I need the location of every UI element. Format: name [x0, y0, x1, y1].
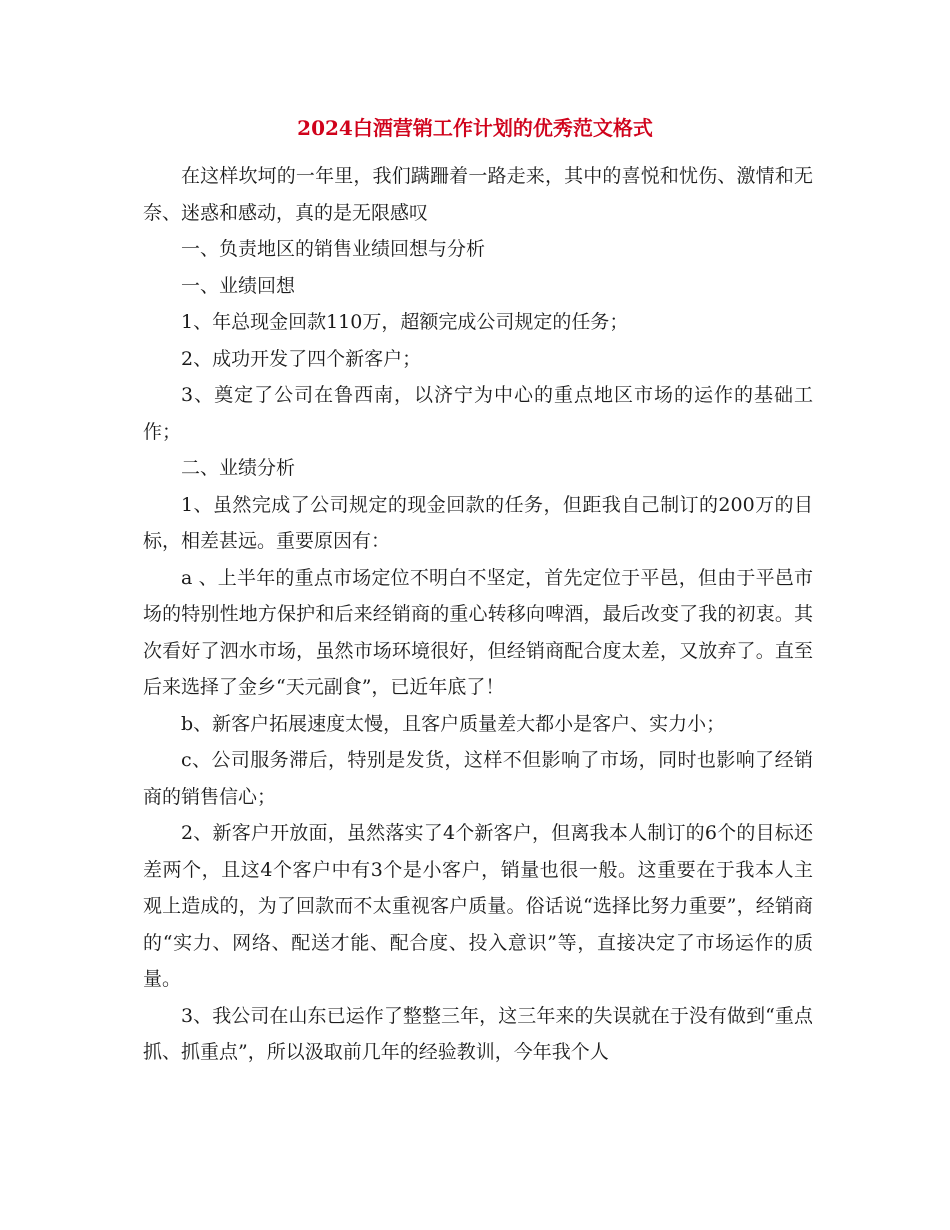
- paragraph: 3、我公司在山东已运作了整整三年，这三年来的失误就在于没有做到“重点抓、抓重点”，所以汲取前几年的经验教训，今年我个人: [143, 1004, 813, 1063]
- paragraph-intro: 在这样坎坷的一年里，我们蹒跚着一路走来，其中的喜悦和忧伤、激情和无奈、迷惑和感动，真的是无限感叹: [143, 165, 813, 224]
- list-item: 2、成功开发了四个新客户；: [181, 347, 422, 370]
- list-item: 1、年总现金回款110万，超额完成公司规定的任务；: [181, 311, 629, 333]
- document-body: [143, 158, 813, 1071]
- paragraph: 1、虽然完成了公司规定的现金回款的任务，但距我自己制订的200万的目标，相差甚远。重要原因有：: [143, 493, 813, 552]
- heading-performance-analysis: 二、业绩分析: [181, 457, 296, 479]
- heading-section-1: 一、负责地区的销售业绩回想与分析: [181, 238, 486, 260]
- paragraph: c、公司服务滞后，特别是发货，这样不但影响了市场，同时也影响了经销商的销售信心；: [143, 749, 813, 808]
- list-item: 3、奠定了公司在鲁西南，以济宁为中心的重点地区市场的运作的基础工作；: [143, 384, 813, 443]
- document-title: 2024白酒营销工作计划的优秀范文格式: [297, 116, 653, 140]
- paragraph: 2、新客户开放面，虽然落实了4个新客户，但离我本人制订的6个的目标还差两个，且这4个客户中有3个是小客户，销量也很一般。这重要在于我本人主观上造成的，为了回款而不太重视客户质量。俗话说“选择比努力重要”，经销商的“实力、网络、配送才能、配合度、投入意识”等，直接决定了市场运作的质量。: [143, 822, 813, 990]
- paragraph: b、新客户拓展速度太慢，且客户质量差大都小是客户、实力小；: [181, 712, 726, 735]
- heading-performance-review: 一、业绩回想: [181, 274, 296, 297]
- paragraph: a 、上半年的重点市场定位不明白不坚定，首先定位于平邑，但由于平邑市场的特别性地方保护和后来经销商的重心转移向啤酒，最后改变了我的初衷。其次看好了泗水市场，虽然市场环境很好，但经销商配合度太差，又放弃了。直至后来选择了金乡“天元副食”，已近年底了！: [143, 566, 813, 698]
